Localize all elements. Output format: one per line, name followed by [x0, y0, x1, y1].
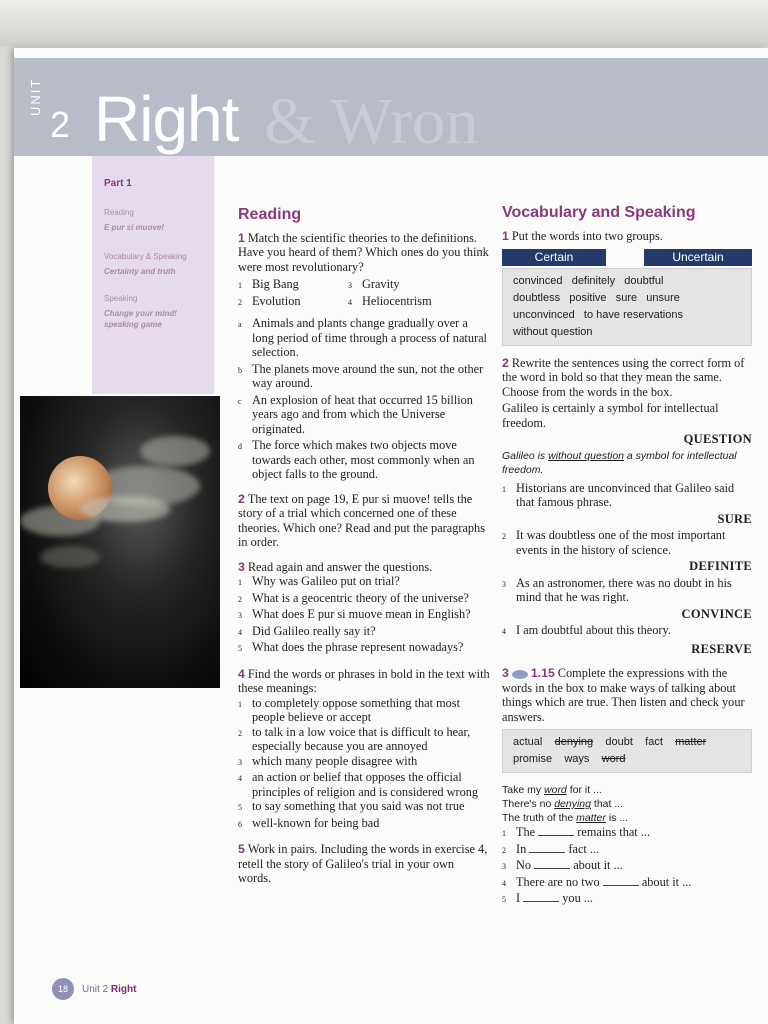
- answer-blank[interactable]: [529, 843, 565, 853]
- box-word: doubt: [605, 736, 633, 748]
- question-item: 3 What does E pur si muove mean in English?: [238, 607, 471, 621]
- group-headers: [502, 249, 752, 266]
- sidebar-vocab-title: Certainty and truth: [104, 267, 176, 276]
- meaning-item: 4 an action or belief that opposes the official principles of religion and is considered wrong: [238, 770, 479, 799]
- theory-item: Heliocentrism: [362, 293, 432, 308]
- ex-instruction: Rewrite the sentences using the correct form of the word in bold so that they mean the same. Choose from the words in the box.: [502, 355, 745, 399]
- page-edge: [0, 0, 768, 46]
- textbook-page: [14, 48, 768, 1024]
- expression-example: There's no denying that ...: [502, 798, 624, 810]
- footer-unit: Unit 2: [82, 983, 109, 995]
- track-number: 1.15: [530, 666, 555, 680]
- ex-instruction: Read again and answer the questions.: [247, 559, 433, 574]
- theory-item: Gravity: [362, 277, 400, 291]
- keyword: RESERVE: [691, 641, 752, 656]
- box-word-struck: denying: [554, 736, 594, 748]
- item-number: 4: [348, 297, 352, 307]
- page-number: 18: [52, 978, 74, 1000]
- answer-blank[interactable]: [603, 876, 639, 886]
- gap-item: 2 In fact ...: [502, 841, 600, 856]
- expression-word-box: [502, 729, 752, 773]
- title-wrong: & Wron: [264, 85, 479, 158]
- box-word: actual: [513, 736, 543, 748]
- ex-instruction: Complete the expressions with the words in the box to make ways of talking about things which are true. Then listen and check your answers.: [502, 666, 745, 724]
- vocab-ex3: [502, 666, 752, 908]
- expression-example: The truth of the matter is ...: [502, 812, 629, 824]
- definition-item: b The planets move around the sun, not the other way around.: [238, 361, 484, 390]
- audio-cd-icon: [512, 670, 528, 679]
- meaning-item: 6 well-known for being bad: [238, 815, 380, 830]
- keyword: SURE: [717, 511, 752, 526]
- item-number: 3: [348, 281, 352, 290]
- gap-item: 5 I you ...: [502, 891, 594, 905]
- item-number: 1: [238, 281, 242, 290]
- unit-label: UNIT: [28, 77, 43, 116]
- reading-ex1: [238, 231, 490, 482]
- sidebar-reading-label: Reading: [104, 208, 134, 217]
- moon-photo: [20, 396, 220, 688]
- reading-ex3: [238, 560, 490, 657]
- reading-column: [238, 208, 490, 896]
- definition-item: d The force which makes two objects move towards each other, most commonly when an object falls to the ground.: [238, 438, 475, 481]
- vocab-ex2: [502, 356, 752, 657]
- sidebar-reading-title: E pur si muove!: [104, 223, 165, 232]
- ex-instruction: Put the words into two groups.: [511, 228, 663, 243]
- reading-ex2: [238, 492, 490, 550]
- theory-list: [238, 277, 490, 310]
- ex-number: 5: [238, 842, 245, 856]
- word-box: [502, 268, 752, 346]
- vocab-column: [502, 206, 752, 918]
- box-word-struck: word: [601, 753, 626, 765]
- box-word: ways: [564, 753, 590, 765]
- example-sentence: Galileo is certainly a symbol for intellectual freedom.: [502, 401, 719, 430]
- definition-item: c An explosion of heat that occurred 15 billion years ago and from which the Universe originated.: [238, 392, 473, 436]
- meaning-item: 5 to say something that you said was not true: [238, 799, 465, 813]
- meaning-item: 1 to completely oppose something that most people believe or accept: [238, 695, 460, 724]
- gap-item: 1 The remains that ...: [502, 825, 651, 839]
- ex-number: 1: [238, 230, 245, 245]
- meaning-item: 2 to talk in a low voice that is difficult to hear, especially because you are annoyed: [238, 724, 471, 753]
- gap-item: 3 No about it ...: [502, 858, 623, 872]
- meaning-item: 3 which many people disagree with: [238, 753, 418, 768]
- footer-unit-word: Right: [110, 983, 137, 995]
- reading-ex4: [238, 667, 490, 833]
- question-item: 5 What does the phrase represent nowadays?: [238, 640, 464, 654]
- word-line: doubtless positive sure unsure: [513, 291, 680, 304]
- definition-item: a Animals and plants change gradually over a long period of time through a process of natural selection.: [238, 316, 487, 359]
- box-word: promise: [513, 753, 553, 765]
- ex-number: 4: [238, 666, 245, 681]
- sidebar-vocab-label: Vocabulary & Speaking: [104, 252, 187, 261]
- page-title: Right: [94, 83, 239, 155]
- example-answer: Galileo is without question a symbol for intellectual freedom.: [502, 449, 737, 476]
- ex-number: 2: [238, 491, 245, 506]
- word-line: without question: [513, 325, 593, 338]
- keyword: QUESTION: [683, 432, 752, 446]
- answer-blank[interactable]: [523, 892, 559, 902]
- ex-instruction: Match the scientific theories to the definitions. Have you heard of them? Which ones do you think were most revolutionary?: [238, 230, 489, 274]
- reading-ex5: [238, 842, 490, 886]
- word-line: unconvinced to have reservations: [513, 308, 683, 321]
- word-line: convinced definitely doubtful: [513, 274, 664, 287]
- gap-item: 4 There are no two about it ...: [502, 874, 692, 889]
- sidebar-part: Part 1: [104, 178, 132, 189]
- ex-number: 1: [502, 228, 509, 243]
- certain-header: Certain: [502, 249, 606, 266]
- question-item: 4 Did Galileo really say it?: [238, 623, 376, 638]
- item-number: 2: [238, 297, 242, 307]
- rewrite-item: 2 It was doubtless one of the most important events in the history of science.: [502, 528, 726, 557]
- question-item: 2 What is a geocentric theory of the universe?: [238, 590, 469, 605]
- uncertain-header: Uncertain: [644, 249, 752, 266]
- rewrite-item: 1 Historians are unconvinced that Galileo said that famous phrase.: [502, 480, 735, 509]
- box-word: fact: [645, 736, 663, 748]
- page-footer: [52, 978, 136, 1000]
- box-word-struck: matter: [675, 736, 707, 748]
- sidebar-speaking-title: Change your mind! speaking game: [104, 309, 177, 329]
- answer-blank[interactable]: [538, 826, 574, 836]
- rewrite-item: 3 As an astronomer, there was no doubt in his mind that he was right.: [502, 575, 732, 604]
- vocab-ex1: [502, 229, 752, 346]
- ex-instruction: Work in pairs. Including the words in exercise 4, retell the story of Galileo's trial in your own words.: [238, 842, 488, 885]
- answer-blank[interactable]: [534, 859, 570, 869]
- keyword: CONVINCE: [681, 606, 752, 621]
- ex-number: 3: [238, 559, 245, 574]
- ex-instruction: The text on page 19, E pur si muove! tells the story of a trial which concerned one of these theories. Which one? Read and put the paragraphs in order.: [238, 491, 485, 549]
- rewrite-item: 4 I am doubtful about this theory.: [502, 623, 671, 637]
- sidebar-contents: [92, 156, 214, 394]
- vocab-heading: Vocabulary and Speaking: [502, 204, 696, 221]
- question-item: 1 Why was Galileo put on trial?: [238, 574, 400, 588]
- theory-item: Evolution: [252, 293, 301, 308]
- unit-number: 2: [50, 104, 71, 145]
- theory-item: Big Bang: [252, 277, 299, 291]
- reading-heading: Reading: [238, 206, 302, 223]
- unit-header: [14, 58, 768, 156]
- expression-example: Take my word for it ...: [502, 784, 602, 796]
- ex-number: 2: [502, 355, 509, 370]
- ex-number: 3: [502, 666, 509, 680]
- keyword: DEFINITE: [689, 559, 752, 573]
- sidebar-speaking-label: Speaking: [104, 294, 138, 303]
- ex-instruction: Find the words or phrases in bold in the text with these meanings:: [238, 666, 490, 695]
